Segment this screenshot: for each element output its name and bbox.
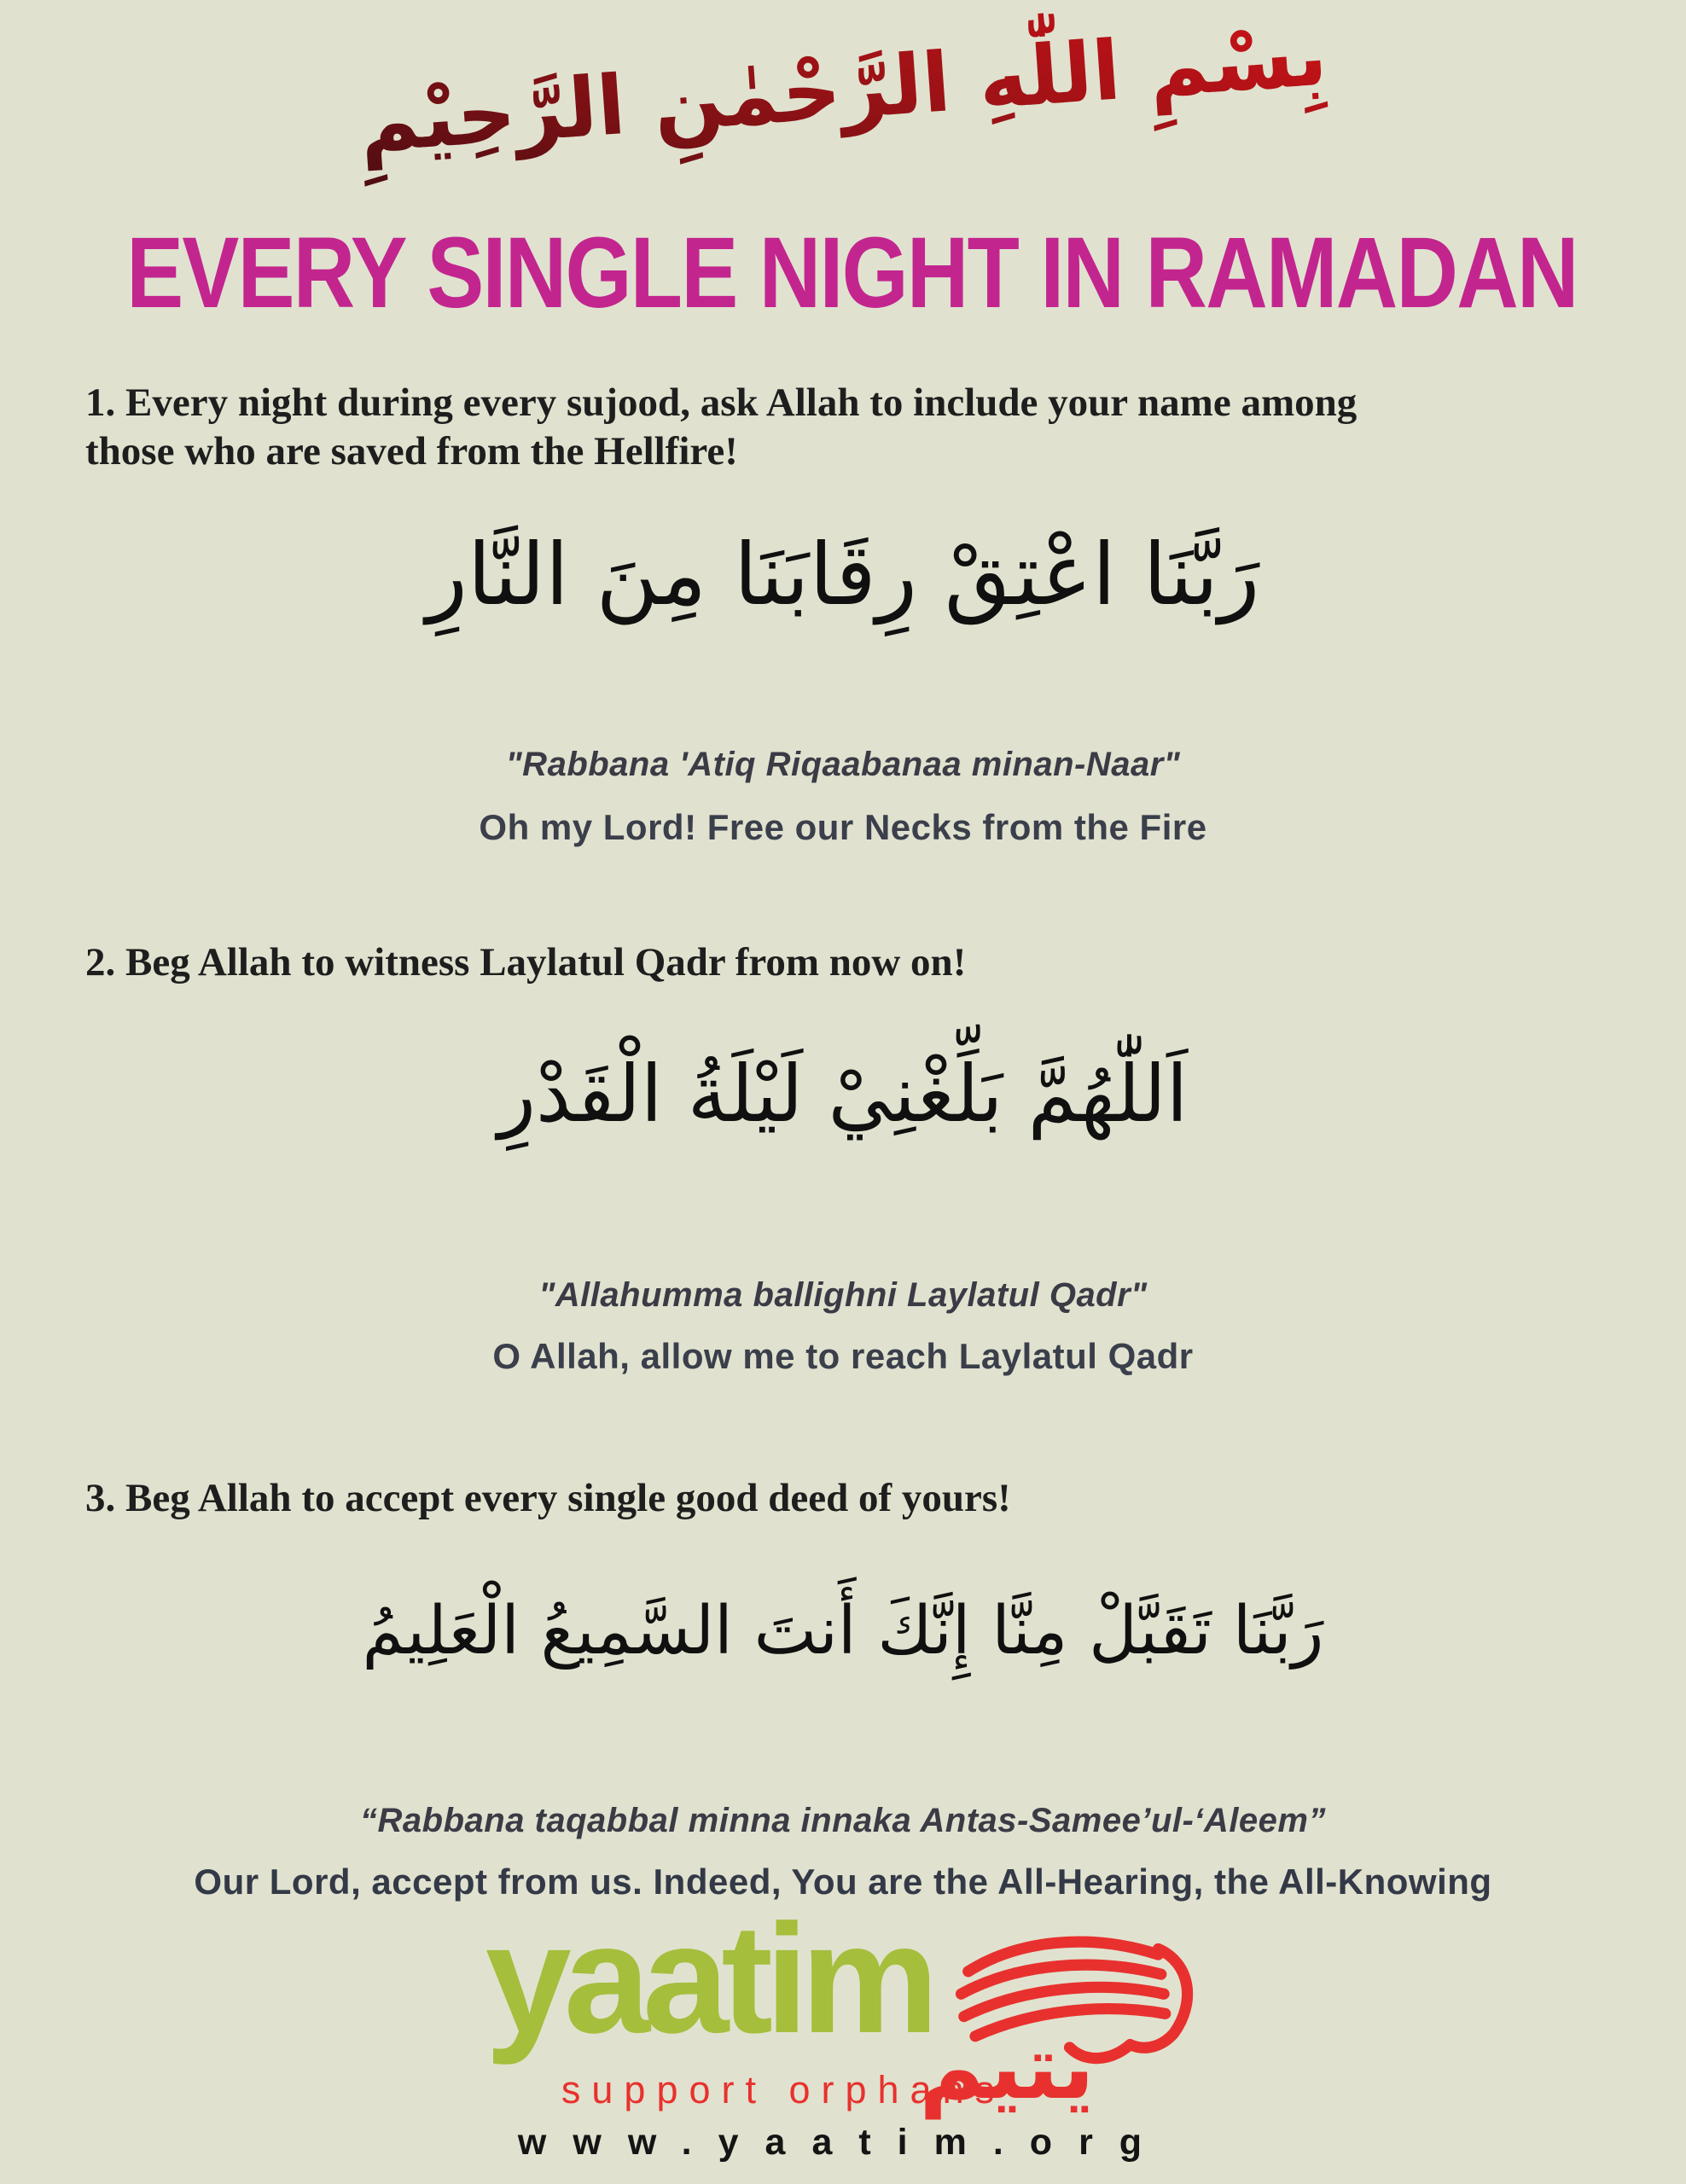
dua-2-arabic: اَللّٰهُمَّ بَلِّغْنِيْ لَيْلَةُ الْقَدْرِ: [497, 1048, 1189, 1140]
dua-2-heading: 2. Beg Allah to witness Laylatul Qadr from now on!: [85, 940, 967, 985]
dua-2-transliteration: "Allahumma ballighni Laylatul Qadr": [538, 1276, 1148, 1314]
dua-3-translation: Our Lord, accept from us. Indeed, You are the All-Hearing, the All-Knowing: [194, 1862, 1492, 1902]
dua-3-heading: 3. Beg Allah to accept every single good deed of yours!: [85, 1476, 1011, 1520]
logo-wordmark: yaatim: [485, 1891, 932, 2065]
dua-1-heading: 1. Every night during every sujood, ask Allah to include your name among those who are saved from the Hellfire!: [85, 380, 1358, 474]
dua-2-translation: O Allah, allow me to reach Laylatul Qadr: [492, 1336, 1194, 1376]
logo-arabic-calligraphy: يتيم: [919, 2015, 1095, 2119]
dua-3-arabic: رَبَّنَا تَقَبَّلْ مِنَّا إِنَّكَ أَنتَ السَّمِيعُ الْعَلِيمُ: [362, 1593, 1324, 1670]
page-title: EVERY SINGLE NIGHT IN RAMADAN: [126, 217, 1578, 329]
dua-1-translation: Oh my Lord! Free our Necks from the Fire: [479, 807, 1207, 847]
dua-3-transliteration: “Rabbana taqabbal minna innaka Antas-Samee’ul-‘Aleem”: [360, 1802, 1326, 1839]
website-url: www.yaatim.org: [517, 2122, 1169, 2163]
dua-1-arabic: رَبَّنَا اعْتِقْ رِقَابَنَا مِنَ النَّارِ: [426, 525, 1260, 624]
dua-1-transliteration: "Rabbana 'Atiq Riqaabanaa minan-Naar": [505, 746, 1181, 783]
logo-tagline: support orphans: [561, 2068, 1006, 2111]
bismillah-calligraphy: بِسْمِ اللّٰهِ الرَّحْمٰنِ الرَّحِيْمِ: [0, 0, 1686, 226]
